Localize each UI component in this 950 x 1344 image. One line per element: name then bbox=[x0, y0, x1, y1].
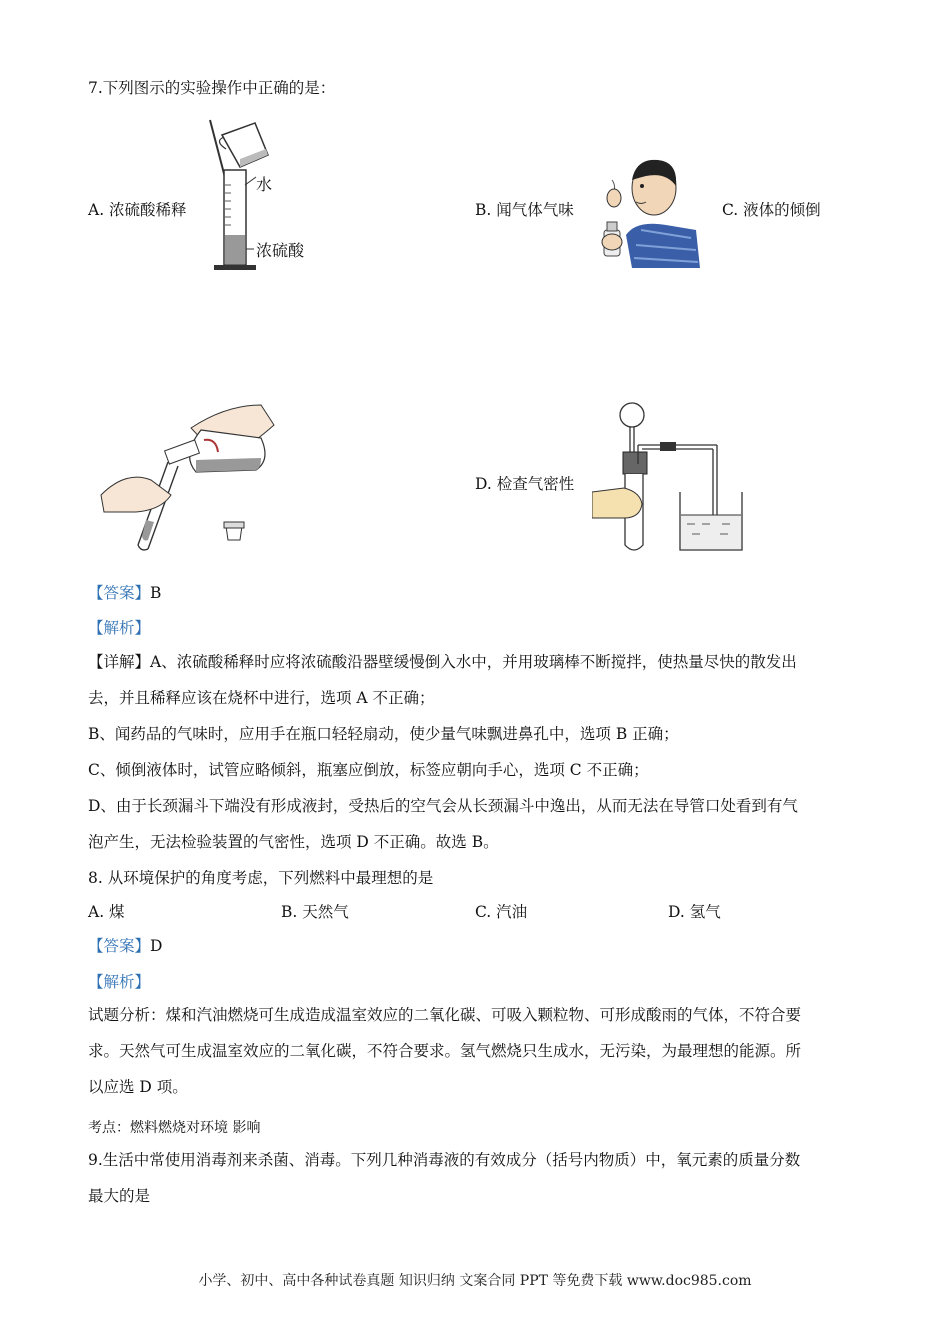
q8-option-a: A. 煤 bbox=[88, 903, 125, 921]
q7-option-c: C. 液体的倾倒 bbox=[722, 201, 821, 219]
detail-line: A、浓硫酸稀释时应将浓硫酸沿器壁缓慢倒入水中，并用玻璃棒不断搅拌，使热量尽快的散发出 bbox=[150, 653, 797, 671]
q8-option-b: B. 天然气 bbox=[281, 903, 349, 921]
analysis-line: 求。天然气可生成温室效应的二氧化碳，不符合要求。氢气燃烧只生成水，无污染，为最理想的能源。所 bbox=[88, 1042, 802, 1060]
q8-kaodian: 考点：燃料燃烧对环境 影响 bbox=[88, 1120, 261, 1136]
figure-label-water: 水 bbox=[256, 175, 273, 194]
answer-value: D bbox=[150, 937, 163, 955]
analysis-tag: 【解析】 bbox=[88, 619, 151, 637]
page-footer: 小学、初中、高中各种试卷真题 知识归纳 文案合同 PPT 等免费下载 www.doc985.com bbox=[198, 1273, 752, 1289]
q8-analysis bbox=[88, 997, 868, 1105]
answer-value: B bbox=[150, 584, 162, 602]
detail-line: B、闻药品的气味时，应用手在瓶口轻轻扇动，使少量气味飘进鼻孔中，选项 B 正确； bbox=[88, 725, 679, 743]
q7-option-a: A. 浓硫酸稀释 bbox=[88, 201, 187, 219]
q7-option-b: B. 闻气体气味 bbox=[475, 201, 574, 219]
figure-airtight-check bbox=[592, 400, 760, 555]
q8-option-d: D. 氢气 bbox=[668, 903, 721, 921]
q9-line: 最大的是 bbox=[88, 1187, 151, 1205]
q9-line: 9.生活中常使用消毒剂来杀菌、消毒。下列几种消毒液的有效成分（括号内物质）中，氧元素的质量分数 bbox=[88, 1151, 801, 1169]
q9-stem bbox=[88, 1142, 868, 1214]
answer-tag: 【答案】 bbox=[88, 937, 151, 955]
figure-label-acid: 浓硫酸 bbox=[256, 241, 305, 260]
q7-detail bbox=[88, 644, 868, 860]
detail-line: 去，并且稀释应该在烧杯中进行，选项 A 不正确； bbox=[88, 689, 435, 707]
detail-line: D、由于长颈漏斗下端没有形成液封，受热后的空气会从长颈漏斗中逸出，从而无法在导管口处看到有气 bbox=[88, 797, 798, 815]
figure-pour-liquid bbox=[96, 400, 286, 552]
analysis-tag: 【解析】 bbox=[88, 973, 151, 991]
detail-line: C、倾倒液体时，试管应略倾斜，瓶塞应倒放，标签应朝向手心，选项 C 不正确； bbox=[88, 761, 649, 779]
answer-tag: 【答案】 bbox=[88, 584, 151, 602]
analysis-line: 以应选 D 项。 bbox=[88, 1078, 188, 1096]
q7-answer-row bbox=[88, 583, 161, 603]
analysis-line: 试题分析：煤和汽油燃烧可生成造成温室效应的二氧化碳、可吸入颗粒物、可形成酸雨的气体，不符合要 bbox=[88, 1006, 802, 1024]
detail-tag: 【详解】 bbox=[88, 653, 151, 671]
detail-line: 泡产生，无法检验装置的气密性，选项 D 不正确。故选 B。 bbox=[88, 833, 499, 851]
figure-smell-gas bbox=[596, 150, 706, 272]
q8-answer-row bbox=[88, 936, 162, 956]
q8-stem: 8. 从环境保护的角度考虑，下列燃料中最理想的是 bbox=[88, 869, 434, 887]
q7-option-d: D. 检查气密性 bbox=[475, 475, 575, 493]
q8-option-c: C. 汽油 bbox=[475, 903, 528, 921]
q7-stem: 7.下列图示的实验操作中正确的是： bbox=[88, 79, 336, 97]
